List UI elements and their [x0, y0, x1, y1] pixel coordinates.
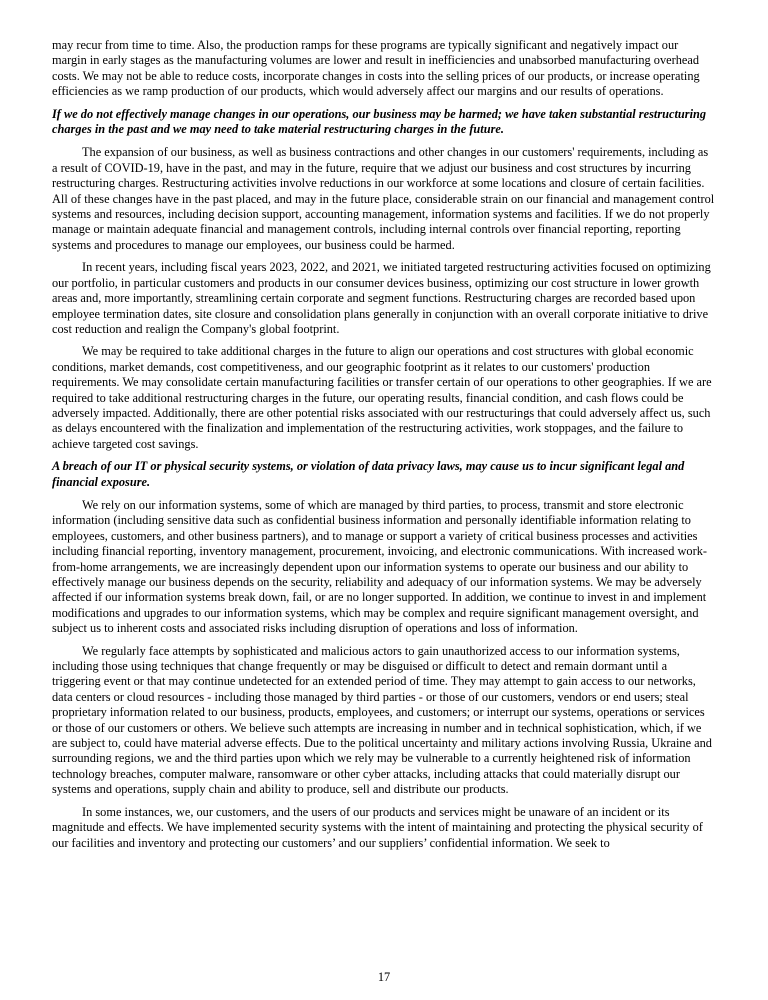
paragraph-malicious-actors: We regularly face attempts by sophisticated and malicious actors to gain unauthorized access to our information systems, including those using techniques that change frequently or may be disguised or difficult to detect and remain dormant until a triggering event or that may continue undetected for an extended period of time. They may attempt to gain access to our networks, data centers or cloud resources - including those managed by third parties - or those of our customers, vendors or end users; steal proprietary information related to our business, products, employees, and customers; or interrupt our systems, operations or services or those of our customers or others. We believe such attempts are increasing in number and in technical sophistication, which, if we are subject to, could have material adverse effects. Due to the political uncertainty and military actions involving Russia, Ukraine and surrounding regions, we and the third parties upon which we rely may be vulnerable to a currently heightened risk of information technology breaches, computer malware, ransomware or other cyber attacks, including attacks that could materially disrupt our systems and operations, supply chain and ability to produce, sell and distribute our products.: [52, 643, 712, 797]
paragraph-some-instances: In some instances, we, our customers, and the users of our products and services might be unaware of an incident or its magnitude and effects. We have implemented security systems with the intent of maintaining and protecting the physical security of our facilities and inventory and protecting our customers’ and our suppliers’ confidential information. We seek to: [52, 804, 703, 850]
paragraph-recent-years: In recent years, including fiscal years 2023, 2022, and 2021, we initiated targeted restructuring activities focused on optimizing our portfolio, in particular customers and products in our consumer devices business, optimizing our cost structure in lower growth areas and, more importantly, streamlining certain corporate and segment functions. Restructuring charges are recorded based upon employee termination dates, site closure and consolidation plans generally in conjunction with an overall corporate initiative to drive cost reduction and realign the Company's global footprint.: [52, 260, 711, 336]
paragraph-expansion: The expansion of our business, as well as business contractions and other changes in our customers' requirements, including as a result of COVID-19, have in the past, and may in the future, require that we adjust our business and cost structures by incurring restructuring charges. Restructuring activities involve reductions in our workforce at some locations and closure of certain facilities. All of these changes have in the past placed, and may in the future place, considerable strain on our financial and management control systems and resources, including decision support, accounting management, information systems and facilities. If we do not properly manage or maintain adequate financial and management controls, including internal controls over financial reporting, reporting systems and procedures to manage our employees, our business could be harmed.: [52, 145, 715, 252]
document-page: [52, 38, 716, 858]
heading-restructuring: If we do not effectively manage changes in our operations, our business may be harmed; we have taken substantial restructuring charges in the past and we may need to take material restructuring charges in the future.: [52, 106, 707, 137]
page-number: 17: [377, 970, 391, 984]
paragraph-continuation: may recur from time to time. Also, the production ramps for these programs are typically significant and negatively impact our margin in early stages as the manufacturing volumes are lower and result in inefficiencies and unabsorbed manufacturing overhead costs. We may not be able to reduce costs, incorporate changes in costs into the selling prices of our products, or increase operating efficiencies as we ramp production of our products, which would adversely affect our margins and our results of operations.: [52, 38, 700, 99]
heading-security-breach: A breach of our IT or physical security systems, or violation of data privacy laws, may cause us to incur significant legal and financial exposure.: [52, 459, 685, 489]
paragraph-information-systems: We rely on our information systems, some of which are managed by third parties, to process, transmit and store electronic information (including sensitive data such as confidential business information and personally identifiable information relating to employees, customers, and other business partners), and to manage or support a variety of critical business processes and activities including financial reporting, inventory management, procurement, invoicing, and electronic communications. With increased work-from-home arrangements, we are increasingly dependent upon our information systems to operate our business and our ability to effectively manage our business depends on the security, reliability and adequacy of our information systems. We may be adversely affected if our information systems break down, fail, or are no longer supported. In addition, we continue to invest in and implement modifications and upgrades to our information systems, which may be complex and require significant management oversight, and subject us to inherent costs and associated risks including disruption of operations and loss of information.: [52, 497, 708, 636]
paragraph-additional-charges: We may be required to take additional charges in the future to align our operations and cost structures with global economic conditions, market demands, cost competitiveness, and our geographic footprint as it relates to our customers' production requirements. We may consolidate certain manufacturing facilities or transfer certain of our operations to other geographies. If we are required to take additional restructuring charges in the future, our operating results, financial condition, and cash flows could be adversely impacted. Additionally, there are other potential risks associated with our restructurings that could adversely affect us, such as delays encountered with the finalization and implementation of the restructuring activities, work stoppages, and the failure to achieve targeted cost savings.: [52, 344, 712, 451]
